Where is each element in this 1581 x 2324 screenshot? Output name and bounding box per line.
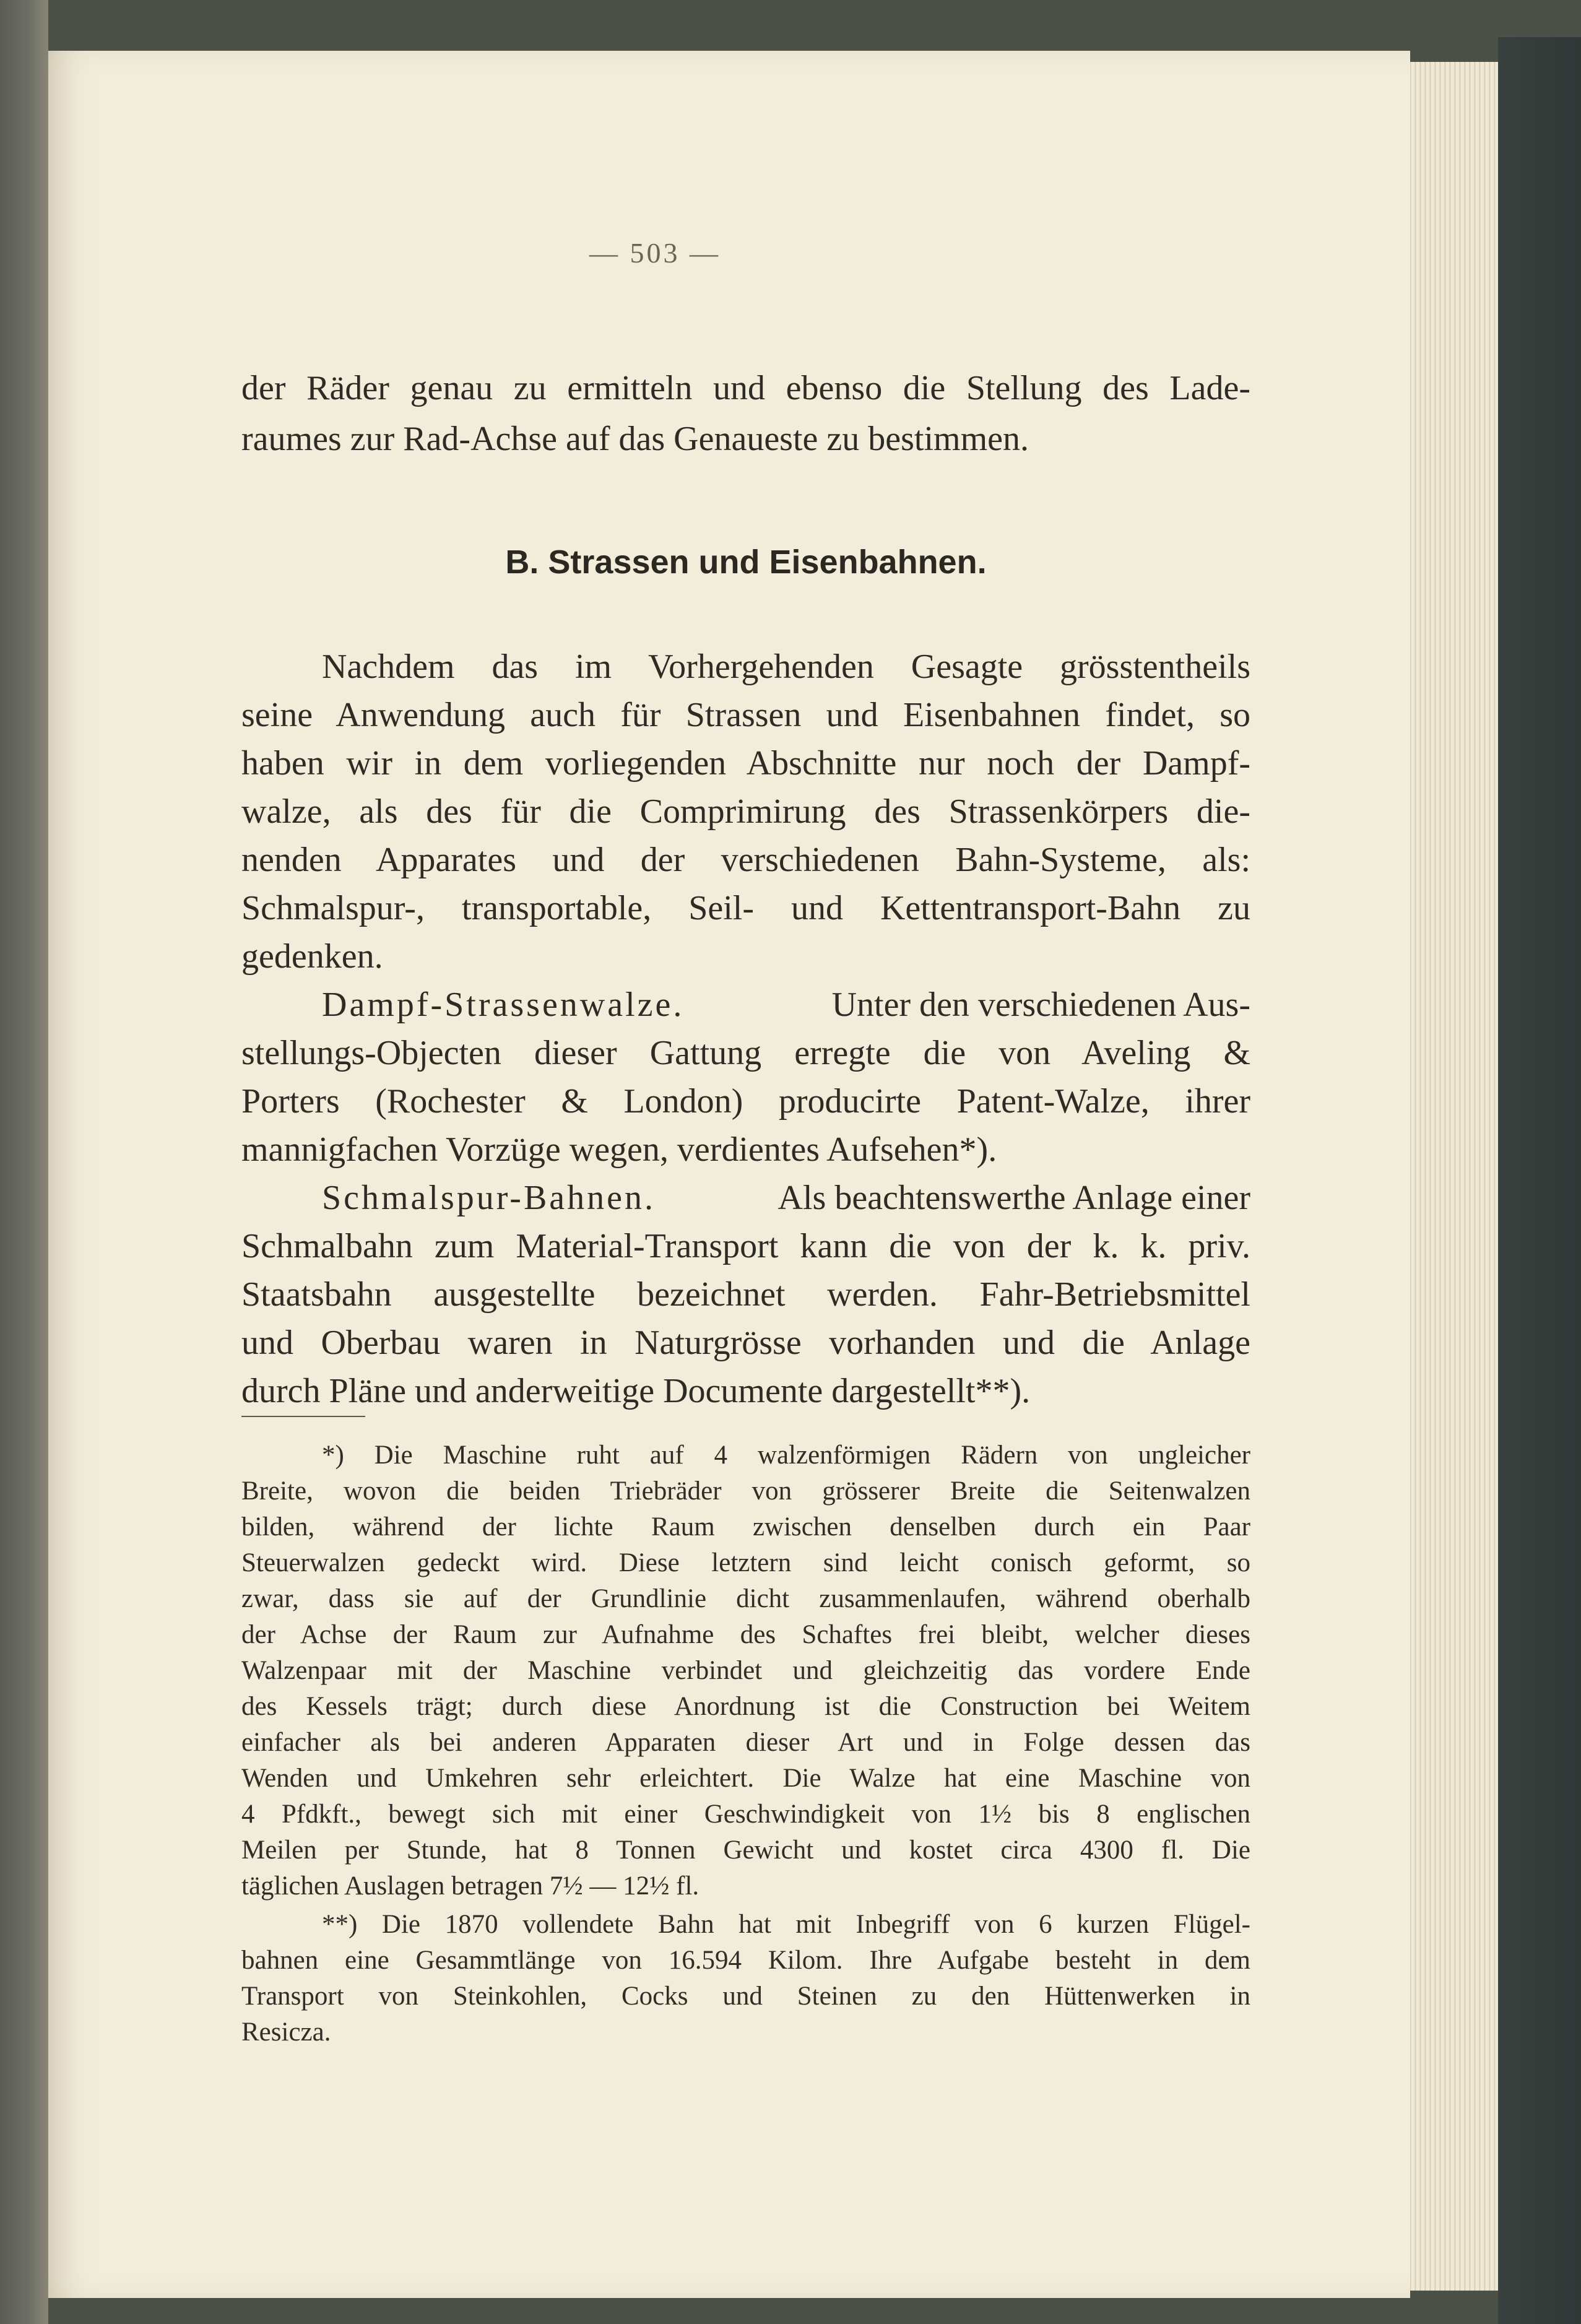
footnote-line: Meilen per Stunde, hat 8 Tonnen Gewicht und kostet circa 4300 fl. Die (241, 1836, 1250, 1865)
paragraph-first-line (241, 986, 1250, 1023)
section-heading: B. Strassen und Eisenbahnen. (505, 544, 987, 581)
footnote-line: einfacher als bei anderen Apparaten dieser Art und in Folge dessen das (241, 1728, 1250, 1757)
book-cover-edge (1498, 37, 1581, 2324)
paragraph-line: Nachdem das im Vorhergehenden Gesagte grösstentheils (322, 648, 1250, 686)
book-spine-edge (0, 0, 48, 2324)
paragraph-line: seine Anwendung auch für Strassen und Eisenbahnen findet, so (241, 696, 1250, 734)
paragraph-line: nenden Apparates und der verschiedenen Bahn-Systeme, als: (241, 841, 1250, 879)
footnote-line: Breite, wovon die beiden Triebräder von grösserer Breite die Seitenwalzen (241, 1476, 1250, 1506)
paragraph-line: stellungs-Objecten dieser Gattung erregte die von Aveling & (241, 1034, 1250, 1072)
intro-line: der Räder genau zu ermitteln und ebenso die Stellung des Lade- (241, 369, 1250, 407)
book-page (48, 51, 1410, 2298)
paragraph-line-rest: Unter den verschiedenen Aus- (831, 986, 1250, 1024)
paragraph-line: Staatsbahn ausgestellte bezeichnet werden. Fahr-Betriebsmittel (241, 1275, 1250, 1314)
paragraph-line: gedenken. (241, 937, 383, 976)
paragraph-line: durch Pläne und anderweitige Documente dargestellt**). (241, 1372, 1031, 1410)
term-dampf-strassenwalze: Dampf-Strassenwalze. (322, 986, 685, 1024)
footnote-line: bilden, während der lichte Raum zwischen denselben durch ein Paar (241, 1512, 1250, 1541)
footnote-line: des Kessels trägt; durch diese Anordnung ist die Construction bei Weitem (241, 1692, 1250, 1721)
footnote-line: zwar, dass sie auf der Grundlinie dicht zusammenlaufen, während oberhalb (241, 1584, 1250, 1613)
intro-line: raumes zur Rad-Achse auf das Genaueste zu bestimmen. (241, 420, 1029, 458)
footnote-line: 4 Pfdkft., bewegt sich mit einer Geschwindigkeit von 1½ bis 8 englischen (241, 1800, 1250, 1829)
footnote-line: Transport von Steinkohlen, Cocks und Steinen zu den Hüttenwerken in (241, 1982, 1250, 2011)
paragraph-line: Schmalspur-, transportable, Seil- und Kettentransport-Bahn zu (241, 889, 1250, 927)
footnote-line: täglichen Auslagen betragen 7½ — 12½ fl. (241, 1871, 700, 1901)
footnote-line: Resicza. (241, 2018, 331, 2047)
term-schmalspur-bahnen: Schmalspur-Bahnen. (322, 1179, 656, 1217)
footnote-line: der Achse der Raum zur Aufnahme des Schaftes frei bleibt, welcher dieses (241, 1620, 1250, 1649)
footnote-line: **) Die 1870 vollendete Bahn hat mit Inbegriff von 6 kurzen Flügel- (322, 1910, 1250, 1939)
paragraph-line: mannigfachen Vorzüge wegen, verdientes Aufsehen*). (241, 1130, 997, 1169)
paragraph-line: haben wir in dem vorliegenden Abschnitte nur noch der Dampf- (241, 744, 1250, 783)
paragraph-line: Schmalbahn zum Material-Transport kann die von der k. k. priv. (241, 1227, 1250, 1265)
footnote-line: *) Die Maschine ruht auf 4 walzenförmigen Rädern von ungleicher (322, 1441, 1250, 1470)
paragraph-line: Porters (Rochester & London) producirte Patent-Walze, ihrer (241, 1082, 1250, 1121)
footnote-line: Walzenpaar mit der Maschine verbindet und gleichzeitig das vordere Ende (241, 1656, 1250, 1685)
paragraph-line-rest: Als beachtenswerthe Anlage einer (778, 1179, 1250, 1217)
footnote-line: Steuerwalzen gedeckt wird. Diese letztern sind leicht conisch geformt, so (241, 1548, 1250, 1577)
paragraph-first-line (241, 1179, 1250, 1216)
footnote-line: Wenden und Umkehren sehr erleichtert. Die Walze hat eine Maschine von (241, 1764, 1250, 1793)
footnote-line: bahnen eine Gesammtlänge von 16.594 Kilom. Ihre Aufgabe besteht in dem (241, 1946, 1250, 1975)
paragraph-line: und Oberbau waren in Naturgrösse vorhanden und die Anlage (241, 1324, 1250, 1362)
page-number: — 503 — (589, 237, 721, 269)
page-stack-edge (1405, 62, 1499, 2291)
footnote-rule (241, 1416, 365, 1417)
paragraph-line: walze, als des für die Comprimirung des Strassenkörpers die- (241, 792, 1250, 831)
